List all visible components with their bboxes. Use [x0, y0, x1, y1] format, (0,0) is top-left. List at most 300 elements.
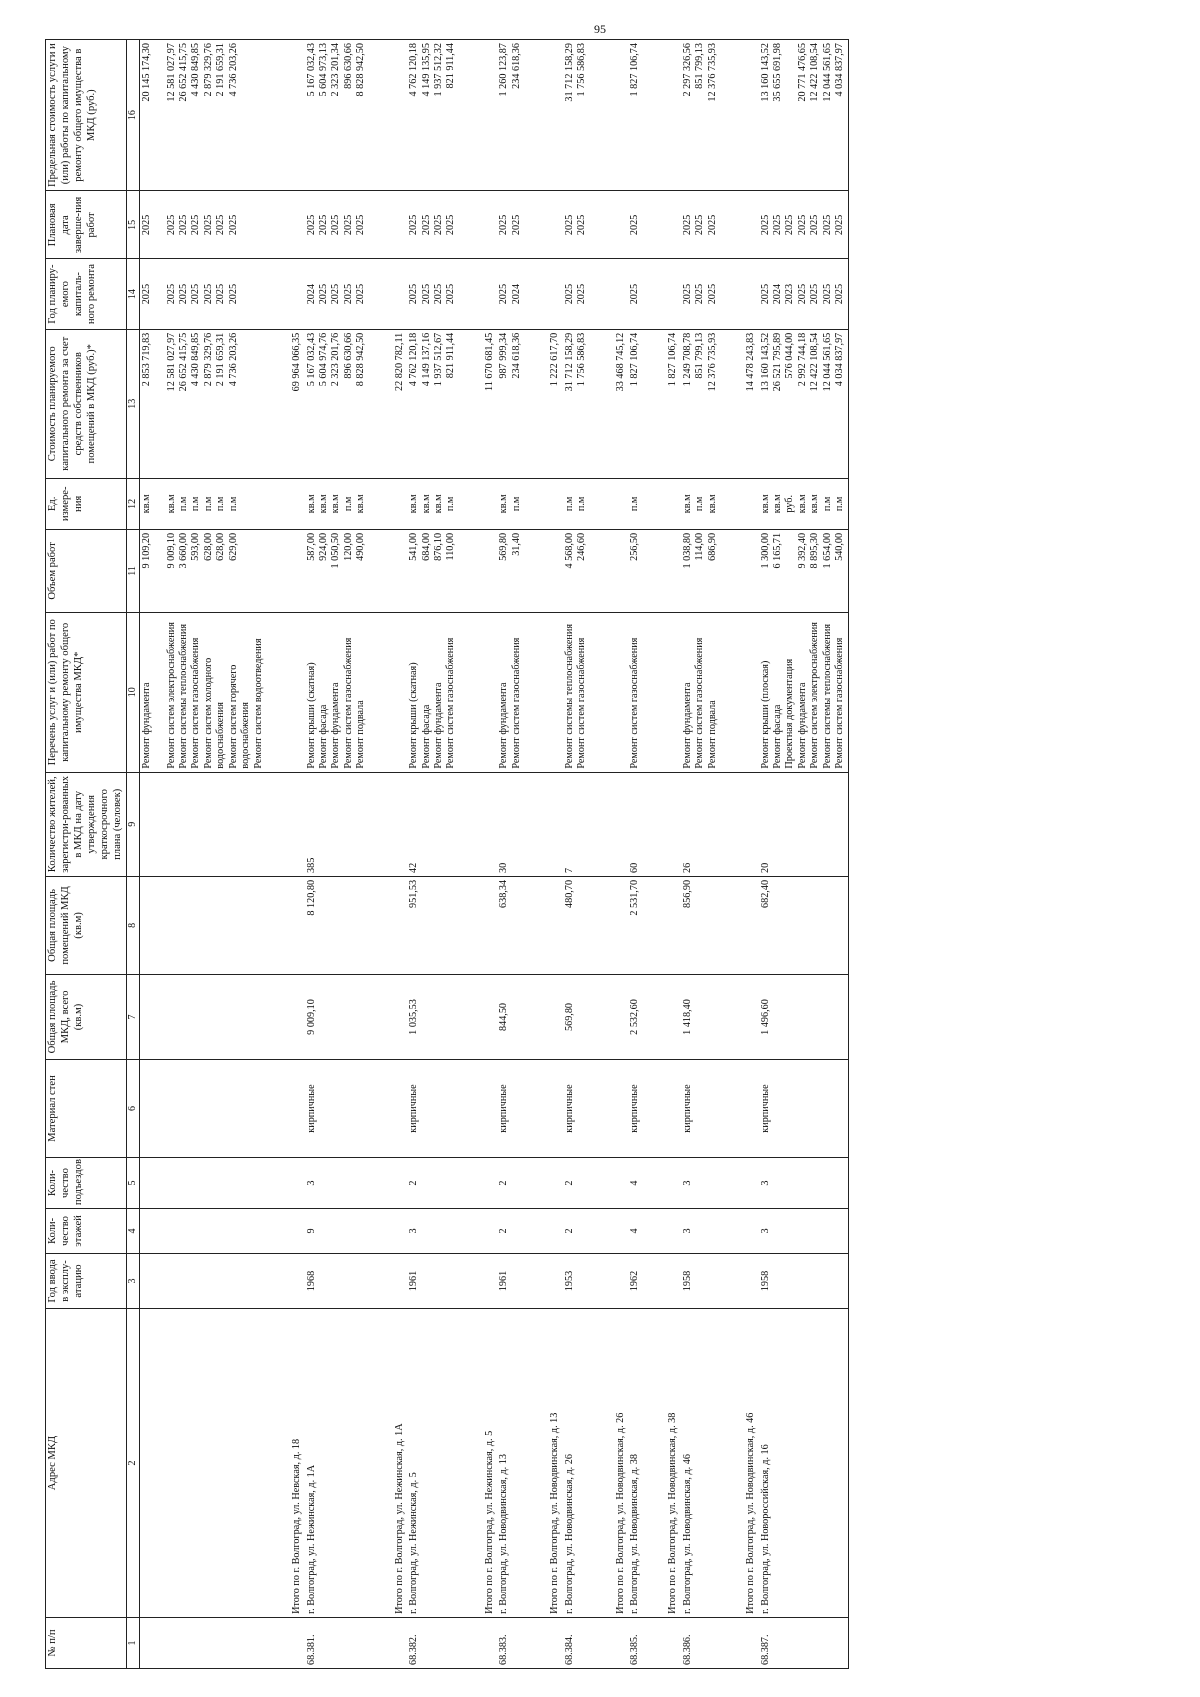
work-cost: 4 430 849,85	[190, 332, 202, 387]
total-area: 1 035,53	[408, 999, 420, 1035]
work-unit: кв.м	[140, 494, 152, 514]
total-cost: 1 827 106,74	[667, 332, 679, 387]
end-year: 2025	[694, 214, 706, 236]
header-plan-year: Год планиру-емого капиталь-ного ремонта	[46, 259, 127, 329]
end-year: 2025	[178, 214, 190, 236]
entrance-count: 4	[628, 1180, 640, 1186]
row-number: 68.385.	[628, 1634, 640, 1665]
work-cost: 1 937 512,67	[433, 332, 445, 387]
work-volume: 924,00	[317, 532, 329, 561]
plan-year: 2023	[784, 283, 796, 305]
floor-count: 3	[759, 1228, 771, 1234]
work-item: Ремонт фасада	[420, 704, 432, 769]
work-volume: 569,80	[498, 532, 510, 561]
plan-year: 2025	[706, 283, 718, 305]
table-row	[563, 40, 590, 1669]
limit-cost: 31 712 158,29	[563, 43, 575, 102]
limit-cost: 1 756 586,83	[576, 43, 588, 97]
wall-material: кирпичные	[305, 1084, 317, 1133]
plan-year: 2024	[510, 283, 522, 305]
plan-year: 2025	[330, 283, 342, 305]
row-number: 68.381.	[305, 1634, 317, 1665]
work-cost: 5 604 974,76	[317, 332, 329, 387]
work-unit: п.м	[563, 496, 575, 512]
work-volume: 1 038,80	[681, 532, 693, 569]
total-row	[548, 40, 562, 1669]
total-label: Итого по г. Волгоград, ул. Невская, д. 18	[291, 1438, 303, 1614]
end-year: 2025	[563, 214, 575, 236]
resident-count: 7	[563, 867, 575, 873]
work-volume: 490,00	[355, 532, 367, 561]
commission-year: 1968	[305, 1270, 317, 1292]
end-year: 2025	[305, 214, 317, 236]
limit-cost	[784, 43, 796, 187]
work-item: Ремонт систем холодного водоснабжения	[202, 657, 227, 769]
total-cost: 14 478 243,83	[745, 332, 757, 392]
work-item: Ремонт систем газоснабжения	[445, 637, 457, 769]
total-area: 1 418,40	[681, 999, 693, 1035]
header-floors: Коли-чество этажей	[46, 1209, 127, 1254]
commission-year: 1958	[681, 1270, 693, 1292]
work-cost: 12 044 561,65	[821, 332, 833, 392]
work-cost: 1 756 586,83	[576, 332, 588, 387]
row-number: 68.383.	[498, 1634, 510, 1665]
building-address: г. Волгоград, ул. Нежинская, д. 5	[408, 1472, 420, 1614]
plan-year: 2025	[834, 283, 846, 305]
work-unit: кв.м	[706, 494, 718, 514]
work-item: Ремонт крыши (плоская)	[759, 660, 771, 769]
plan-year: 2025	[190, 283, 202, 305]
work-volume: 8 895,30	[809, 532, 821, 569]
table-row	[305, 40, 369, 1669]
work-volume: 628,00	[215, 532, 227, 561]
header-area-total: Общая площадь МКД, всего (кв.м)	[46, 974, 127, 1059]
end-year: 2025	[834, 214, 846, 236]
work-unit: п.м	[202, 496, 214, 512]
work-unit: кв.м	[317, 494, 329, 514]
plan-year: 2025	[178, 283, 190, 305]
total-row	[614, 40, 628, 1669]
end-year: 2025	[355, 214, 367, 236]
work-item: Ремонт фасада	[772, 704, 784, 769]
entrance-count: 3	[759, 1180, 771, 1186]
work-item: Ремонт систем электроснабжения	[165, 622, 177, 769]
work-unit: кв.м	[796, 494, 808, 514]
limit-cost: 8 828 942,50	[355, 43, 367, 97]
limit-cost: 13 160 143,52	[759, 43, 771, 102]
plan-year: 2025	[227, 283, 239, 305]
row-number: 68.387.	[759, 1634, 771, 1665]
spacer-row	[720, 40, 744, 1669]
end-year: 2025	[498, 214, 510, 236]
plan-year: 2025	[433, 283, 445, 305]
work-volume: 114,00	[694, 532, 706, 561]
floor-count: 2	[563, 1228, 575, 1234]
header-cost: Стоимость планируемого капитального ремонта за счет средств собственников помещений в МКД (руб.)*	[46, 329, 127, 478]
table-row	[681, 40, 720, 1669]
total-row	[393, 40, 407, 1669]
commission-year: 1961	[408, 1270, 420, 1292]
header-volume: Объем работ	[46, 529, 127, 612]
wall-material: кирпичные	[681, 1084, 693, 1133]
work-item: Ремонт подвала	[355, 700, 367, 769]
work-cost: 896 630,66	[342, 332, 354, 379]
plan-year: 2025	[759, 283, 771, 305]
column-number: 5	[126, 1158, 139, 1209]
column-number: 4	[126, 1209, 139, 1254]
work-cost: 31 712 158,29	[563, 332, 575, 392]
plan-year: 2024	[305, 283, 317, 305]
work-item: Проектная документация	[784, 658, 796, 769]
plan-year: 2025	[408, 283, 420, 305]
table-row	[407, 40, 459, 1669]
work-unit: кв.м	[809, 494, 821, 514]
plan-year: 2025	[796, 283, 808, 305]
commission-year: 1961	[498, 1270, 510, 1292]
work-unit: п.м	[694, 496, 706, 512]
limit-cost: 12 581 027,97	[165, 43, 177, 102]
total-area: 1 496,60	[759, 999, 771, 1035]
work-volume: 540,00	[834, 532, 846, 561]
table-row	[628, 40, 642, 1669]
work-item: Ремонт систем горячего водоснабжения	[227, 664, 252, 769]
header-area-premises: Общая площадь помещений МКД (кв.м)	[46, 876, 127, 974]
table-row-continuation	[139, 40, 266, 1669]
premises-area: 682,40	[759, 879, 771, 908]
work-unit: кв.м	[408, 494, 420, 514]
work-cost: 2 992 744,18	[796, 332, 808, 387]
end-year: 2025	[433, 214, 445, 236]
work-item: Ремонт фасада	[317, 704, 329, 769]
work-volume: 1 300,00	[759, 532, 771, 569]
resident-count: 385	[305, 857, 317, 873]
work-unit: кв.м	[420, 494, 432, 514]
end-year: 2025	[706, 214, 718, 236]
work-cost: 2 879 329,76	[202, 332, 214, 387]
work-item: Ремонт систем электроснабжения	[809, 622, 821, 769]
plan-year: 2024	[772, 283, 784, 305]
limit-cost: 12 044 561,65	[821, 43, 833, 102]
premises-area: 638,34	[498, 879, 510, 908]
limit-cost: 4 149 135,95	[420, 43, 432, 97]
column-number: 3	[126, 1253, 139, 1308]
floor-count: 4	[628, 1228, 640, 1234]
total-area: 2 532,60	[628, 999, 640, 1035]
work-item	[153, 616, 165, 769]
work-unit: п.м	[190, 496, 202, 512]
end-year: 2025	[202, 214, 214, 236]
wall-material: кирпичные	[759, 1084, 771, 1133]
limit-cost: 1 937 512,32	[433, 43, 445, 97]
total-label: Итого по г. Волгоград, ул. Новодвинская, д. 13	[549, 1412, 561, 1614]
limit-cost: 234 618,36	[510, 43, 522, 89]
header-works: Перечень услуг и (или) работ по капитальному ремонту общего имущества МКД*	[46, 612, 127, 772]
work-volume: 4 568,00	[563, 532, 575, 569]
end-year: 2025	[510, 214, 522, 236]
limit-cost: 896 630,66	[342, 43, 354, 89]
end-year: 2025	[408, 214, 420, 236]
repair-plan-table	[45, 39, 849, 1669]
total-cost: 1 222 617,70	[549, 332, 561, 387]
resident-count: 30	[498, 862, 510, 873]
end-year: 2025	[190, 214, 202, 236]
work-cost: 987 999,34	[498, 332, 510, 379]
work-volume: 1 050,50	[330, 532, 342, 569]
limit-cost: 5 167 032,43	[305, 43, 317, 97]
total-label: Итого по г. Волгоград, ул. Новодвинская, д. 38	[667, 1412, 679, 1614]
end-year: 2025	[772, 214, 784, 236]
page-number	[594, 22, 606, 37]
rotated-table-wrapper	[45, 39, 849, 1669]
plan-year: 2025	[317, 283, 329, 305]
end-year: 2025	[576, 214, 588, 236]
commission-year: 1953	[563, 1270, 575, 1292]
table-row	[497, 40, 524, 1669]
work-item: Ремонт системы теплоснабжения	[178, 623, 190, 769]
end-year	[153, 194, 165, 255]
header-material: Материал стен	[46, 1060, 127, 1158]
work-volume: 587,00	[305, 532, 317, 561]
column-number: 7	[126, 974, 139, 1059]
total-cost: 22 820 782,11	[393, 332, 405, 391]
work-unit: кв.м	[498, 494, 510, 514]
work-item: Ремонт системы теплоснабжения	[821, 623, 833, 769]
resident-count: 42	[408, 862, 420, 873]
column-number: 15	[126, 191, 139, 259]
work-volume: 1 654,00	[821, 532, 833, 569]
commission-year: 1958	[759, 1270, 771, 1292]
premises-area: 480,70	[563, 879, 575, 908]
work-unit: п.м	[510, 496, 522, 512]
work-volume: 541,00	[408, 532, 420, 561]
header-num: № п/п	[46, 1617, 127, 1668]
table-row	[759, 40, 849, 1669]
end-year: 2025	[784, 214, 796, 236]
end-year: 2025	[342, 214, 354, 236]
work-cost: 4 736 203,26	[227, 332, 239, 387]
work-unit: п.м	[227, 496, 239, 512]
limit-cost: 2 879 329,76	[202, 43, 214, 97]
plan-year: 2025	[498, 283, 510, 305]
work-cost: 13 160 143,52	[759, 332, 771, 392]
work-item: Ремонт систем газоснабжения	[342, 637, 354, 769]
entrance-count: 2	[563, 1180, 575, 1186]
header-residents: Количество жителей, зарегистри-рованных в МКД на дату утверждения краткосрочного плана (человек)	[46, 772, 127, 876]
plan-year: 2025	[215, 283, 227, 305]
limit-cost: 4 762 120,18	[408, 43, 420, 97]
table-body	[139, 40, 848, 1669]
work-item: Ремонт систем водоотведения	[252, 638, 264, 769]
spacer-row	[369, 40, 393, 1669]
work-volume: 3 660,00	[178, 532, 190, 569]
column-number-row	[126, 40, 139, 1669]
wall-material: кирпичные	[563, 1084, 575, 1133]
plan-year: 2025	[809, 283, 821, 305]
header-year: Год ввода в эксплу-атацию	[46, 1253, 127, 1308]
work-cost: 12 581 027,97	[165, 332, 177, 392]
work-cost: 4 034 837,97	[834, 332, 846, 387]
work-cost: 2 323 201,76	[330, 332, 342, 387]
work-volume: 246,60	[576, 532, 588, 561]
premises-area: 951,53	[408, 879, 420, 908]
work-unit: кв.м	[305, 494, 317, 514]
work-item: Ремонт крыши (скатная)	[408, 662, 420, 769]
work-volume: 120,00	[342, 532, 354, 561]
header-end-date: Плановая дата заверше-ния работ	[46, 191, 127, 259]
spacer-row	[266, 40, 290, 1669]
limit-cost: 1 260 123,87	[498, 43, 510, 97]
floor-count: 3	[681, 1228, 693, 1234]
wall-material: кирпичные	[628, 1084, 640, 1133]
premises-area: 2 531,70	[628, 879, 640, 916]
work-cost: 1 249 708,78	[681, 332, 693, 387]
work-volume: 31,40	[510, 532, 522, 556]
total-label: Итого по г. Волгоград, ул. Нежинская, д. 5	[483, 1430, 495, 1614]
limit-cost: 2 323 201,34	[330, 43, 342, 97]
work-item: Ремонт систем газоснабжения	[576, 637, 588, 769]
work-volume: 9 009,10	[165, 532, 177, 569]
total-cost: 11 670 681,45	[483, 332, 495, 391]
work-cost: 26 521 795,89	[772, 332, 784, 392]
work-item: Ремонт системы теплоснабжения	[563, 623, 575, 769]
work-unit: п.м	[445, 496, 457, 512]
work-item: Ремонт фундамента	[330, 682, 342, 769]
work-volume: 256,50	[628, 532, 640, 561]
work-item: Ремонт систем газоснабжения	[628, 637, 640, 769]
work-cost: 821 911,44	[445, 332, 457, 379]
end-year: 2025	[317, 214, 329, 236]
work-cost: 5 167 032,43	[305, 332, 317, 387]
building-address: г. Волгоград, ул. Нежинская, д. 1А	[305, 1464, 317, 1614]
floor-count: 9	[305, 1228, 317, 1234]
work-unit	[153, 482, 165, 526]
resident-count: 20	[759, 862, 771, 873]
limit-cost: 2 191 659,31	[215, 43, 227, 97]
limit-cost: 2 297 326,56	[681, 43, 693, 97]
column-number: 10	[126, 612, 139, 772]
page-number-text: 95	[594, 22, 606, 36]
plan-year: 2025	[165, 283, 177, 305]
limit-cost: 5 604 973,13	[317, 43, 329, 97]
work-item: Ремонт фундамента	[796, 682, 808, 769]
work-volume: 110,00	[445, 532, 457, 561]
building-address: г. Волгоград, ул. Новодвинская, д. 26	[563, 1454, 575, 1614]
work-cost: 1 827 106,74	[628, 332, 640, 387]
limit-cost	[153, 43, 165, 187]
plan-year: 2025	[140, 283, 152, 305]
work-unit: п.м	[215, 496, 227, 512]
end-year: 2025	[796, 214, 808, 236]
work-unit: п.м	[821, 496, 833, 512]
premises-area: 8 120,80	[305, 879, 317, 916]
end-year: 2025	[420, 214, 432, 236]
end-year: 2025	[628, 214, 640, 236]
total-row	[666, 40, 680, 1669]
work-cost: 4 762 120,18	[408, 332, 420, 387]
end-year: 2025	[809, 214, 821, 236]
limit-cost: 12 376 735,93	[706, 43, 718, 102]
work-cost: 26 652 415,75	[178, 332, 190, 392]
total-label: Итого по г. Волгоград, ул. Нежинская, д. 1А	[393, 1423, 405, 1614]
end-year: 2025	[681, 214, 693, 236]
limit-cost: 821 911,44	[445, 43, 457, 89]
work-item: Ремонт фундамента	[140, 682, 152, 769]
work-unit: кв.м	[772, 494, 784, 514]
header-row	[46, 40, 127, 1669]
work-volume: 9 109,20	[140, 532, 152, 569]
work-unit: руб.	[784, 495, 796, 513]
header-entrances: Коли-чество подъездов	[46, 1158, 127, 1209]
total-cost: 69 964 066,35	[291, 332, 303, 392]
plan-year: 2025	[202, 283, 214, 305]
header-limit-cost: Предельная стоимость услуги и (или) работы по капитальному ремонту общего имущества в МКД (руб.)	[46, 40, 127, 191]
table-header	[46, 40, 140, 1669]
limit-cost: 20 771 476,65	[796, 43, 808, 102]
resident-count: 26	[681, 862, 693, 873]
work-volume: 9 392,40	[796, 532, 808, 569]
work-cost: 2 191 659,31	[215, 332, 227, 387]
work-cost: 234 618,36	[510, 332, 522, 379]
work-item: Ремонт подвала	[706, 700, 718, 769]
end-year: 2025	[227, 214, 239, 236]
header-address: Адрес МКД	[46, 1309, 127, 1618]
limit-cost: 4 430 849,85	[190, 43, 202, 97]
total-row	[483, 40, 497, 1669]
work-volume	[784, 533, 796, 609]
spacer-row	[459, 40, 483, 1669]
row-number: 68.382.	[408, 1634, 420, 1665]
total-label: Итого по г. Волгоград, ул. Новодвинская, д. 46	[745, 1412, 757, 1614]
row-number: 68.386.	[681, 1634, 693, 1665]
entrance-count: 3	[305, 1180, 317, 1186]
building-address: г. Волгоград, ул. Новодвинская, д. 38	[628, 1454, 640, 1614]
work-cost: 2 853 719,83	[140, 332, 152, 387]
column-number: 14	[126, 259, 139, 329]
work-item: Ремонт фундамента	[498, 682, 510, 769]
limit-cost: 4 034 837,97	[834, 43, 846, 97]
limit-cost: 851 799,13	[694, 43, 706, 89]
plan-year	[153, 262, 165, 325]
commission-year: 1962	[628, 1270, 640, 1292]
work-unit: кв.м	[355, 494, 367, 514]
column-number: 13	[126, 329, 139, 478]
work-volume: 629,00	[227, 532, 239, 561]
limit-cost: 1 827 106,74	[628, 43, 640, 97]
spacer-row	[524, 40, 548, 1669]
plan-year: 2025	[563, 283, 575, 305]
entrance-count: 2	[408, 1180, 420, 1186]
limit-cost: 12 422 108,54	[809, 43, 821, 102]
plan-year: 2025	[628, 283, 640, 305]
work-unit: п.м	[834, 496, 846, 512]
plan-year: 2025	[420, 283, 432, 305]
end-year: 2025	[215, 214, 227, 236]
work-cost: 4 149 137,16	[420, 332, 432, 387]
work-unit: кв.м	[433, 494, 445, 514]
plan-year: 2025	[342, 283, 354, 305]
plan-year: 2025	[445, 283, 457, 305]
work-volume: 686,90	[706, 532, 718, 561]
work-unit: п.м	[576, 496, 588, 512]
work-cost: 576 044,00	[784, 332, 796, 379]
end-year: 2025	[165, 214, 177, 236]
total-area: 569,80	[563, 1002, 575, 1031]
work-item: Ремонт систем газоснабжения	[834, 637, 846, 769]
work-cost: 12 376 735,93	[706, 332, 718, 392]
work-cost: 851 799,13	[694, 332, 706, 379]
column-number: 1	[126, 1617, 139, 1668]
column-number: 8	[126, 876, 139, 974]
